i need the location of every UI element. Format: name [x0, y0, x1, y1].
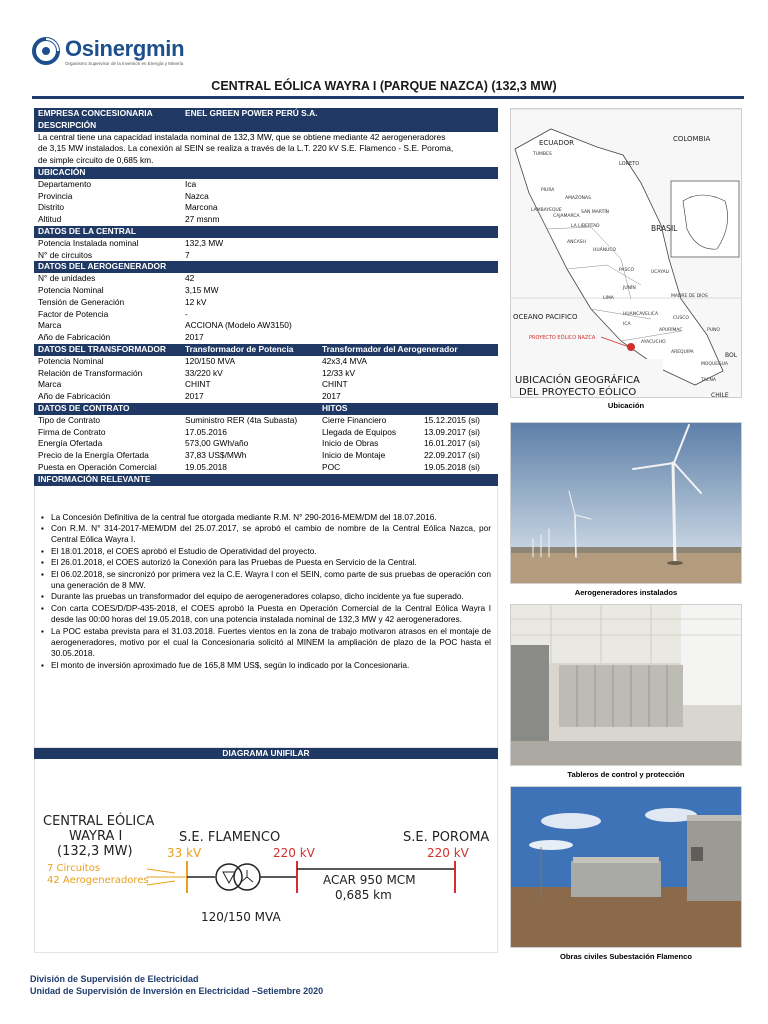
hito-label: Inicio de Obras — [322, 438, 379, 449]
location-map — [510, 108, 742, 398]
field-label: Precio de la Energía Ofertada — [38, 450, 149, 461]
bus-220kv-flamenco-label: 220 kV — [273, 846, 315, 861]
info-item: ▪ Con carta COES/D/DP-435-2018, el COES aprobó la Puesta en Operación Comercial de la Central Eólica Wayra I desde las 00:00 horas del 19.05.2018, con una potencia instalada nominal de 132,3 MW y 42 aerogeneradores. — [41, 603, 491, 626]
info-item: ▪ La POC estaba prevista para el 31.03.2018. Fuertes vientos en la zona de trabajo motivaron atrasos en el montaje de aerogeneradores, motivo por el cual la Concesionaria solicitó al MINEM la ampliación de plazo de la POC hasta el 30.05.2018. — [41, 626, 491, 660]
transformador-row — [34, 356, 498, 368]
field-label: Firma de Contrato — [38, 426, 106, 437]
field-value: 2017 — [185, 332, 204, 343]
civil-works-image — [511, 787, 742, 948]
title-divider — [32, 96, 744, 99]
footer-division: División de Supervisión de Electricidad — [30, 974, 199, 984]
panels-caption: Tableros de control y protección — [567, 770, 685, 779]
map-title: UBICACIÓN GEOGRÁFICA — [515, 375, 640, 386]
panels-photo — [510, 604, 742, 766]
contrato-row — [34, 415, 498, 427]
project-location-marker — [627, 343, 635, 351]
osinergmin-logo-icon — [32, 37, 60, 65]
circuitos-label: 7 Circuitos — [47, 863, 101, 875]
contrato-row — [34, 450, 498, 462]
empresa-value: ENEL GREEN POWER PERÚ S.A. — [185, 108, 318, 118]
field-label: Tensión de Generación — [38, 296, 125, 307]
delta-symbol-icon — [223, 872, 235, 883]
field-value: 573,00 GWh/año — [185, 438, 249, 449]
field-label: N° de unidades — [38, 273, 96, 284]
logo-subtitle: Organismo Supervisor de la Inversión en Energía y Minería — [65, 61, 184, 66]
map-label: MADRE DE DIOS — [671, 294, 708, 299]
field-value: Suministro RER (4ta Subasta) — [185, 414, 298, 425]
hitos-label: HITOS — [322, 402, 348, 413]
central-row — [34, 238, 498, 250]
map-label: PIURA — [541, 188, 555, 193]
field-value: 37,83 US$/MWh — [185, 450, 247, 461]
field-value: 42 — [185, 273, 195, 284]
hito-date: 22.09.2017 (si) — [424, 450, 480, 461]
map-label: LAMBAYEQUE — [531, 208, 562, 213]
field-label: Factor de Potencia — [38, 308, 109, 319]
trafo-rating-label: 120/150 MVA — [201, 910, 281, 925]
info-box — [34, 486, 498, 748]
empresa-row — [34, 108, 498, 120]
ubicacion-row — [34, 191, 498, 203]
hito-label: Inicio de Montaje — [322, 450, 386, 461]
central-label: WAYRA I — [69, 829, 123, 845]
map-label: CUSCO — [673, 316, 689, 321]
field-label: Potencia Instalada nominal — [38, 237, 139, 248]
transformador-row — [34, 391, 498, 403]
field-label: Potencia Nominal — [38, 284, 104, 295]
map-label: LIMA — [603, 296, 614, 301]
field-value: CHINT — [322, 379, 348, 390]
map-label: AYACUCHO — [641, 340, 666, 345]
trafo-potencia-col: Transformador de Potencia — [185, 343, 294, 354]
se-flamenco-label: S.E. FLAMENCO — [179, 830, 281, 846]
field-value: CHINT — [185, 379, 211, 390]
osinergmin-logo — [32, 34, 232, 70]
hito-label: Cierre Financiero — [322, 414, 387, 425]
field-value: 3,15 MW — [185, 284, 219, 295]
field-value: 12 kV — [185, 296, 207, 307]
info-item: ▪ El 18.01.2018, el COES aprobó el Estudio de Operatividad del proyecto. — [41, 546, 491, 557]
map-label: ANCASH — [567, 240, 586, 245]
field-value: Nazca — [185, 190, 209, 201]
line-conductor-label: ACAR 950 MCM — [323, 873, 416, 888]
info-item: ▪ Con R.M. N° 314-2017-MEM/DM del 25.07.2017, se aprobó el cambio de nombre de la Central Eólica Nazca, por Central Eólica Wayra I. — [41, 523, 491, 546]
field-label: Provincia — [38, 190, 73, 201]
line-length-label: 0,685 km — [335, 888, 392, 903]
map-label: HUÁNUCO — [593, 248, 617, 253]
datasheet-column — [34, 108, 498, 953]
ubicacion-row — [34, 202, 498, 214]
field-label: Distrito — [38, 202, 65, 213]
aeros-label: 42 Aerogeneradores — [47, 875, 149, 887]
transformador-row — [34, 368, 498, 380]
map-label: CHILE — [711, 392, 729, 398]
field-value: 120/150 MVA — [185, 355, 236, 366]
field-label: Marca — [38, 379, 62, 390]
field-label: Tipo de Contrato — [38, 414, 101, 425]
turbines-photo — [510, 422, 742, 584]
map-label: SAN MARTÍN — [581, 210, 610, 215]
civil-works-photo — [510, 786, 742, 948]
map-caption: Ubicación — [607, 401, 645, 410]
map-label: UCAYALI — [651, 270, 670, 275]
field-value: 2017 — [185, 391, 204, 402]
field-label: Potencia Nominal — [38, 355, 104, 366]
contrato-row — [34, 438, 498, 450]
civil-works-caption: Obras civiles Subestación Flamenco — [559, 952, 693, 961]
control-panels-image — [511, 605, 742, 766]
trafo-aero-col: Transformador del Aerogenerador — [322, 343, 458, 354]
transformador-row — [34, 379, 498, 391]
aerogenerador-row — [34, 273, 498, 285]
field-value: Ica — [185, 178, 197, 189]
field-label: N° de circuitos — [38, 249, 93, 260]
central-label: CENTRAL EÓLICA — [43, 814, 155, 830]
logo-wordmark: Osinergmin — [65, 36, 185, 61]
inset-map-frame — [671, 181, 739, 257]
contrato-label: DATOS DE CONTRATO — [38, 402, 130, 413]
field-value: 132,3 MW — [185, 237, 224, 248]
central-label: (132,3 MW) — [57, 844, 133, 860]
aerogenerador-row — [34, 309, 498, 321]
hito-label: Llegada de Equipos — [322, 426, 397, 437]
footer-unit: Unidad de Supervisión de Inversión en Electricidad –Setiembre 2020 — [30, 986, 324, 996]
map-title: DEL PROYECTO EÓLICO — [519, 387, 637, 398]
page-title: CENTRAL EÓLICA WAYRA I (PARQUE NAZCA) (132,3 MW) — [211, 79, 557, 93]
info-item: ▪ El 06.02.2018, se sincronizó por primera vez la C.E. Wayra I con el SEIN, como parte de sus pruebas de operación con una generación de 8 MW. — [41, 569, 491, 592]
peru-map-image — [511, 109, 742, 398]
central-row — [34, 250, 498, 262]
project-marker-label: PROYECTO EÓLICO NAZCA — [529, 335, 596, 341]
descripcion-line: de 3,15 MW instalados. La conexión al SEIN se realiza a través de la L.T. 220 kV S.E. Flamenco - S.E. Poroma, — [38, 143, 454, 154]
transformador-header — [34, 344, 498, 356]
hito-date: 15.12.2015 (si) — [424, 414, 480, 425]
aerogenerador-row — [34, 285, 498, 297]
ubicacion-row — [34, 179, 498, 191]
field-value: 19.05.2018 — [185, 461, 227, 472]
descripcion-line: de simple circuito de 0,685 km. — [38, 155, 154, 166]
contrato-row — [34, 427, 498, 439]
field-value: ACCIONA (Modelo AW3150) — [185, 320, 292, 331]
field-label: Departamento — [38, 178, 92, 189]
map-label: APURÍMAC — [659, 328, 683, 333]
field-value: 2017 — [322, 391, 341, 402]
field-label: Año de Fabricación — [38, 391, 111, 402]
map-label: JUNÍN — [623, 286, 636, 291]
map-label: MOQUEGUA — [701, 362, 728, 367]
info-item: ▪ El monto de inversión aproximado fue de 165,8 MM US$, según lo indicado por la Concesionaria. — [41, 660, 491, 671]
map-label: LORETO — [619, 161, 640, 167]
descripcion-line: La central tiene una capacidad instalada nominal de 132,3 MW, que se obtiene mediante 42 aerogeneradores — [38, 131, 446, 142]
field-label: Marca — [38, 320, 62, 331]
ubicacion-row — [34, 214, 498, 226]
map-label: BRASIL — [651, 224, 678, 233]
map-label: HUANCAVELICA — [623, 312, 659, 317]
field-label: Año de Fabricación — [38, 332, 111, 343]
field-value: - — [185, 308, 188, 319]
empresa-label: EMPRESA CONCESIONARIA — [38, 108, 153, 118]
map-label: OCEANO PACIFICO — [513, 313, 578, 321]
hito-date: 13.09.2017 (si) — [424, 426, 480, 437]
hito-date: 19.05.2018 (si) — [424, 461, 480, 472]
wye-symbol-icon — [241, 870, 253, 882]
map-label: ICA — [623, 322, 631, 327]
field-value: 17.05.2016 — [185, 426, 227, 437]
map-label: BOL — [725, 352, 738, 359]
descripcion-header: DESCRIPCIÓN — [34, 120, 498, 132]
field-value: Marcona — [185, 202, 218, 213]
map-label: PUNO — [707, 328, 720, 333]
field-label: Altitud — [38, 214, 62, 225]
hito-date: 16.01.2017 (si) — [424, 438, 480, 449]
info-list — [41, 512, 491, 672]
info-item: ▪ La Concesión Definitiva de la central fue otorgada mediante R.M. N° 290-2016-MEM/DM del 18.07.2016. — [41, 512, 491, 523]
field-label: Puesta en Operación Comercial — [38, 461, 157, 472]
single-line-diagram — [35, 759, 497, 951]
field-value: 12/33 kV — [322, 367, 356, 378]
central-header: DATOS DE LA CENTRAL — [34, 226, 498, 238]
field-label: Relación de Transformación — [38, 367, 143, 378]
field-value: 7 — [185, 249, 190, 260]
map-label: LA LIBERTAD — [571, 224, 600, 229]
map-label: CAJAMARCA — [553, 214, 580, 219]
field-value: 27 msnm — [185, 214, 220, 225]
info-header: INFORMACIÓN RELEVANTE — [34, 474, 498, 486]
aerogenerador-header: DATOS DEL AEROGENERADOR — [34, 261, 498, 273]
field-label: Energía Ofertada — [38, 438, 103, 449]
map-label: TACNA — [701, 378, 716, 383]
map-label: TUMBES — [533, 152, 552, 157]
map-label: PASCO — [619, 268, 635, 273]
contrato-header — [34, 403, 498, 415]
contrato-row — [34, 462, 498, 474]
map-label: COLOMBIA — [673, 135, 711, 143]
map-label: ECUADOR — [539, 139, 574, 147]
field-value: 33/220 kV — [185, 367, 223, 378]
turbines-caption: Aerogeneradores instalados — [574, 588, 678, 597]
map-label: AMAZONAS — [565, 196, 591, 201]
unifilar-diagram — [34, 759, 498, 953]
field-value: 42x3,4 MVA — [322, 355, 367, 366]
bus-33kv-label: 33 kV — [167, 846, 202, 861]
info-item: ▪ El 26.01.2018, el COES autorizó la Conexión para las Pruebas de Puesta en Servicio de la Central. — [41, 557, 491, 568]
aerogenerador-row — [34, 297, 498, 309]
descripcion-text — [34, 132, 498, 167]
generation-circuits — [147, 869, 187, 885]
map-label: AREQUIPA — [671, 350, 694, 355]
bus-220kv-poroma-label: 220 kV — [427, 846, 469, 861]
se-poroma-label: S.E. POROMA — [403, 830, 490, 846]
unifilar-header: DIAGRAMA UNIFILAR — [34, 748, 498, 760]
turbines-image — [511, 423, 742, 584]
hito-label: POC — [322, 461, 341, 472]
info-item: ▪ Durante las pruebas un transformador del equipo de aerogeneradores colapso, dicho incidente ya fue superado. — [41, 591, 491, 602]
ubicacion-header: UBICACIÓN — [34, 167, 498, 179]
aerogenerador-row — [34, 332, 498, 344]
aerogenerador-row — [34, 320, 498, 332]
transformador-label: DATOS DEL TRANSFORMADOR — [38, 343, 166, 354]
